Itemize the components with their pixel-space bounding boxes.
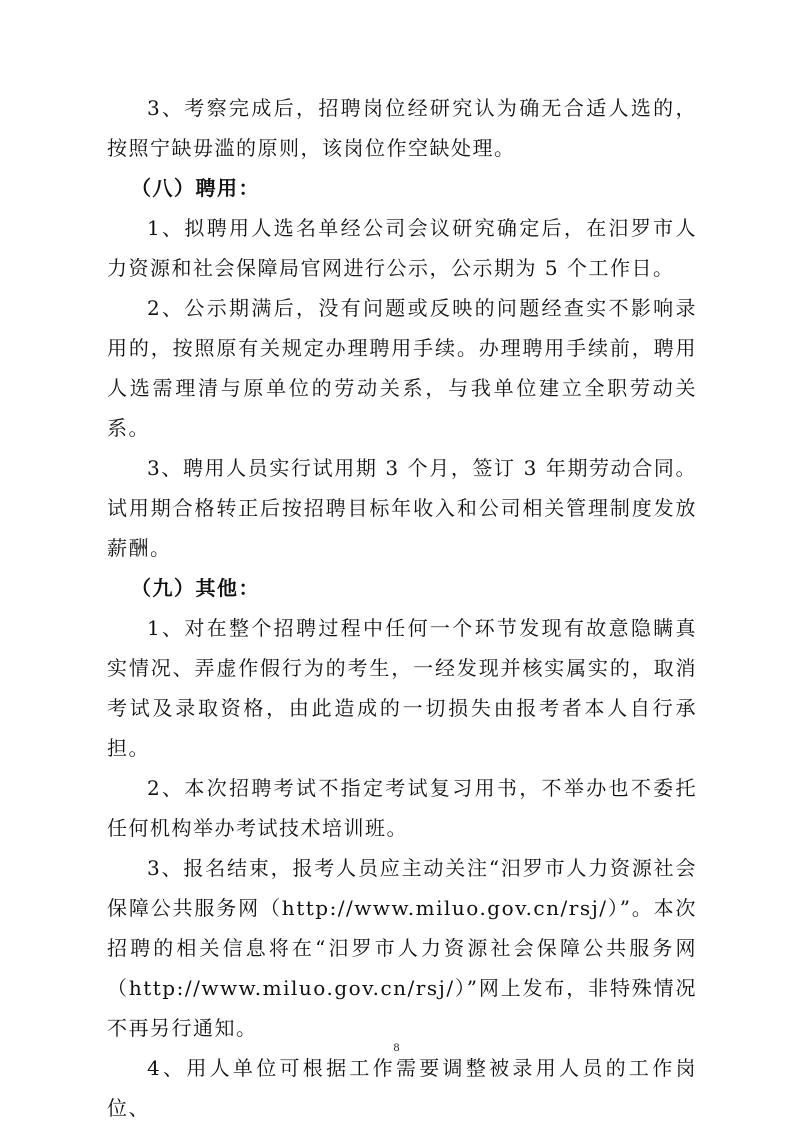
paragraph-other-3: 3、报名结束，报考人员应主动关注“汨罗市人力资源社会保障公共服务网（http://www.miluo.gov.cn/rsj/）”。本次招聘的相关信息将在“汨罗市人力资源社会保障公共服务网（http://www.miluo.gov.cn/rsj/）”网上发布，非特殊情况不再另行通知。 (107, 856, 697, 1040)
paragraph-other-2: 2、本次招聘考试不指定考试复习用书，不举办也不委托任何机构举办考试技术培训班。 (107, 776, 697, 840)
document-body (107, 88, 697, 1128)
paragraph-hiring-2: 2、公示期满后，没有问题或反映的问题经查实不影响录用的，按照原有关规定办理聘用手续。办理聘用手续前，聘用人选需理清与原单位的劳动关系，与我单位建立全职劳动关系。 (107, 296, 697, 440)
paragraph-other-4: 4、用人单位可根据工作需要调整被录用人员的工作岗位、 (107, 1056, 697, 1120)
paragraph-hiring-1: 1、拟聘用人选名单经公司会议研究确定后，在汨罗市人力资源和社会保障局官网进行公示，公示期为 5 个工作日。 (107, 216, 697, 280)
section-heading-hiring: （八）聘用： (131, 176, 260, 200)
page-number: 8 (393, 1040, 400, 1054)
section-heading-other: （九）其他： (131, 576, 260, 600)
paragraph-assessment-vacancy: 3、考察完成后，招聘岗位经研究认为确无合适人选的，按照宁缺毋滥的原则，该岗位作空缺处理。 (107, 96, 697, 160)
paragraph-hiring-3: 3、聘用人员实行试用期 3 个月，签订 3 年期劳动合同。试用期合格转正后按招聘目标年收入和公司相关管理制度发放薪酬。 (107, 456, 697, 560)
paragraph-other-1: 1、对在整个招聘过程中任何一个环节发现有故意隐瞒真实情况、弄虚作假行为的考生，一经发现并核实属实的，取消考试及录取资格，由此造成的一切损失由报考者本人自行承担。 (107, 616, 697, 760)
